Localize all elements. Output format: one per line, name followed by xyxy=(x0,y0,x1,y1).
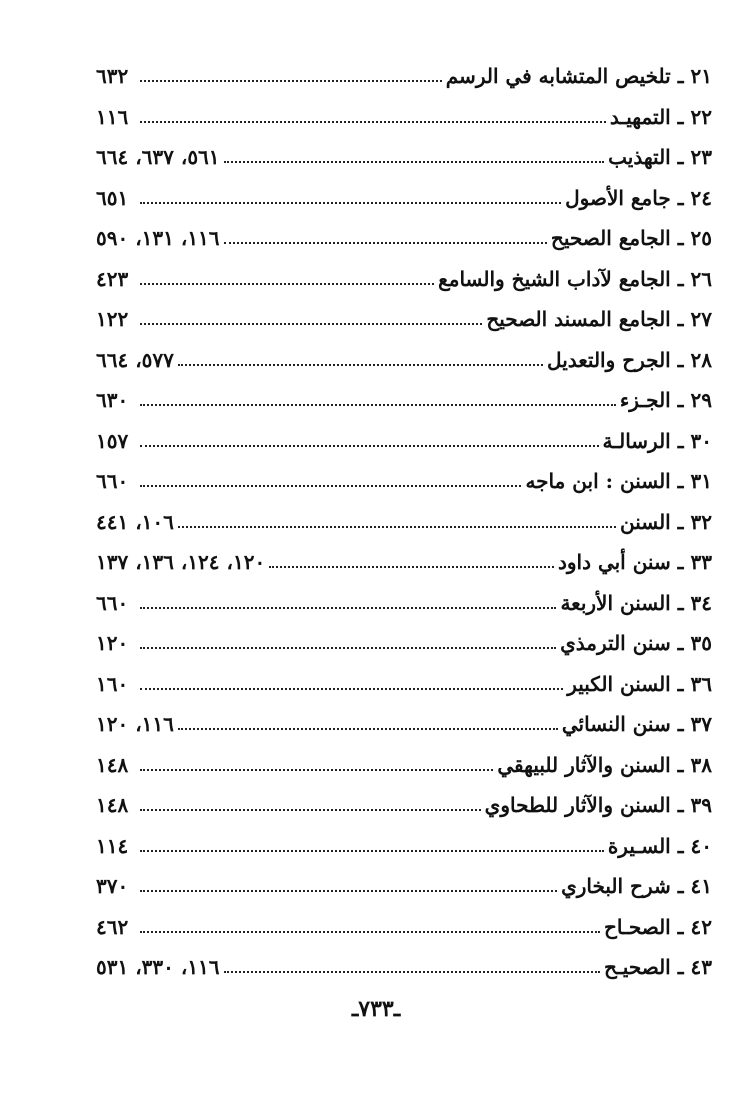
dot-leader xyxy=(140,202,561,204)
entry-title: ٤٠ ـ السـيرة xyxy=(607,833,712,858)
entry-page-numbers: ١١٤ xyxy=(96,833,129,858)
dot-leader xyxy=(178,526,616,528)
index-entry xyxy=(96,340,712,381)
index-entry xyxy=(96,785,712,826)
index-entry xyxy=(96,866,712,907)
entry-page-numbers: ١١٦، ١٢٠ xyxy=(96,712,174,737)
entry-title: ٢٨ ـ الجرح والتعديل xyxy=(547,347,712,372)
index-list xyxy=(96,56,712,988)
entry-page-numbers: ١٢٠ xyxy=(96,631,129,656)
entry-page-numbers: ٦٥١ xyxy=(96,185,129,210)
entry-title: ٢٦ ـ الجامع لآداب الشيخ والسامع xyxy=(438,266,712,291)
index-entry xyxy=(96,502,712,543)
entry-page-numbers: ٥٧٧، ٦٦٤ xyxy=(96,347,174,372)
index-entry xyxy=(96,461,712,502)
dot-leader xyxy=(140,607,556,609)
index-entry xyxy=(96,218,712,259)
entry-page-numbers: ٦٦٠ xyxy=(96,469,129,494)
entry-title: ٣١ ـ السنن : ابن ماجه xyxy=(525,469,712,494)
entry-title: ٢٥ ـ الجامع الصحيح xyxy=(550,226,712,251)
dot-leader xyxy=(140,80,442,82)
index-entry xyxy=(96,137,712,178)
index-entry xyxy=(96,583,712,624)
entry-page-numbers: ١٢٠، ١٢٤، ١٣٦، ١٣٧ xyxy=(96,550,266,575)
dot-leader xyxy=(140,323,482,325)
index-entry xyxy=(96,664,712,705)
dot-leader xyxy=(269,566,554,568)
dot-leader xyxy=(224,161,605,163)
index-entry xyxy=(96,745,712,786)
entry-title: ٢٣ ـ التهذيب xyxy=(608,145,712,170)
entry-page-numbers: ١٤٨ xyxy=(96,793,129,818)
dot-leader xyxy=(224,971,600,973)
index-entry xyxy=(96,56,712,97)
index-entry xyxy=(96,704,712,745)
entry-title: ٣٩ ـ السنن والآثار للطحاوي xyxy=(484,793,712,818)
entry-page-numbers: ٦٣٢ xyxy=(96,64,129,89)
entry-page-numbers: ٥٦١، ٦٣٧، ٦٦٤ xyxy=(96,145,220,170)
index-entry xyxy=(96,947,712,988)
entry-title: ٣٢ ـ السنن xyxy=(619,509,712,534)
entry-title: ٢٩ ـ الجـزء xyxy=(619,388,712,413)
dot-leader xyxy=(140,445,599,447)
entry-page-numbers: ٦٣٠ xyxy=(96,388,129,413)
index-entry xyxy=(96,826,712,867)
dot-leader xyxy=(140,485,521,487)
entry-title: ٤٣ ـ الصحيـح xyxy=(604,955,712,980)
index-entry xyxy=(96,178,712,219)
dot-leader xyxy=(224,242,547,244)
dot-leader xyxy=(140,931,600,933)
entry-title: ٣٤ ـ السنن الأربعة xyxy=(560,590,712,615)
index-entry xyxy=(96,623,712,664)
entry-title: ٣٣ ـ سنن أبي داود xyxy=(557,550,712,575)
entry-page-numbers: ١١٦، ٣٣٠، ٥٣١ xyxy=(96,955,220,980)
entry-title: ٢٧ ـ الجامع المسند الصحيح xyxy=(486,307,712,332)
entry-title: ٣٨ ـ السنن والآثار للبيهقي xyxy=(497,752,712,777)
entry-title: ٣٧ ـ سنن النسائي xyxy=(561,712,712,737)
entry-title: ٣٠ ـ الرسالـة xyxy=(602,428,712,453)
dot-leader xyxy=(140,890,557,892)
page-number: ـ٧٣٣ـ xyxy=(351,996,401,1022)
index-entry xyxy=(96,421,712,462)
entry-page-numbers: ١٢٢ xyxy=(96,307,129,332)
dot-leader xyxy=(140,283,434,285)
entry-title: ٣٦ ـ السنن الكبير xyxy=(567,671,712,696)
entry-page-numbers: ٤٢٣ xyxy=(96,266,129,291)
entry-page-numbers: ١١٦، ١٣١، ٥٩٠ xyxy=(96,226,220,251)
index-entry xyxy=(96,380,712,421)
entry-title: ٢٤ ـ جامع الأصول xyxy=(565,185,712,210)
dot-leader xyxy=(140,688,563,690)
entry-page-numbers: ١٠٦، ٤٤١ xyxy=(96,509,174,534)
entry-page-numbers: ١٤٨ xyxy=(96,752,129,777)
entry-title: ٢١ ـ تلخيص المتشابه في الرسم xyxy=(445,64,712,89)
dot-leader xyxy=(178,364,543,366)
dot-leader xyxy=(140,121,606,123)
dot-leader xyxy=(140,809,481,811)
entry-page-numbers: ١٥٧ xyxy=(96,428,129,453)
entry-title: ٢٢ ـ التمهيـد xyxy=(609,104,712,129)
entry-title: ٤١ ـ شرح البخاري xyxy=(561,874,712,899)
dot-leader xyxy=(140,647,556,649)
index-entry xyxy=(96,542,712,583)
index-entry xyxy=(96,907,712,948)
index-entry xyxy=(96,259,712,300)
index-entry xyxy=(96,299,712,340)
dot-leader xyxy=(178,728,558,730)
entry-page-numbers: ٦٦٠ xyxy=(96,590,129,615)
entry-title: ٤٢ ـ الصحـاح xyxy=(603,914,712,939)
index-entry xyxy=(96,97,712,138)
entry-title: ٣٥ ـ سنن الترمذي xyxy=(560,631,712,656)
entry-page-numbers: ١٦٠ xyxy=(96,671,129,696)
entry-page-numbers: ٣٧٠ xyxy=(96,874,129,899)
dot-leader xyxy=(140,769,493,771)
dot-leader xyxy=(140,850,604,852)
entry-page-numbers: ٤٦٢ xyxy=(96,914,129,939)
entry-page-numbers: ١١٦ xyxy=(96,104,129,129)
dot-leader xyxy=(140,404,616,406)
